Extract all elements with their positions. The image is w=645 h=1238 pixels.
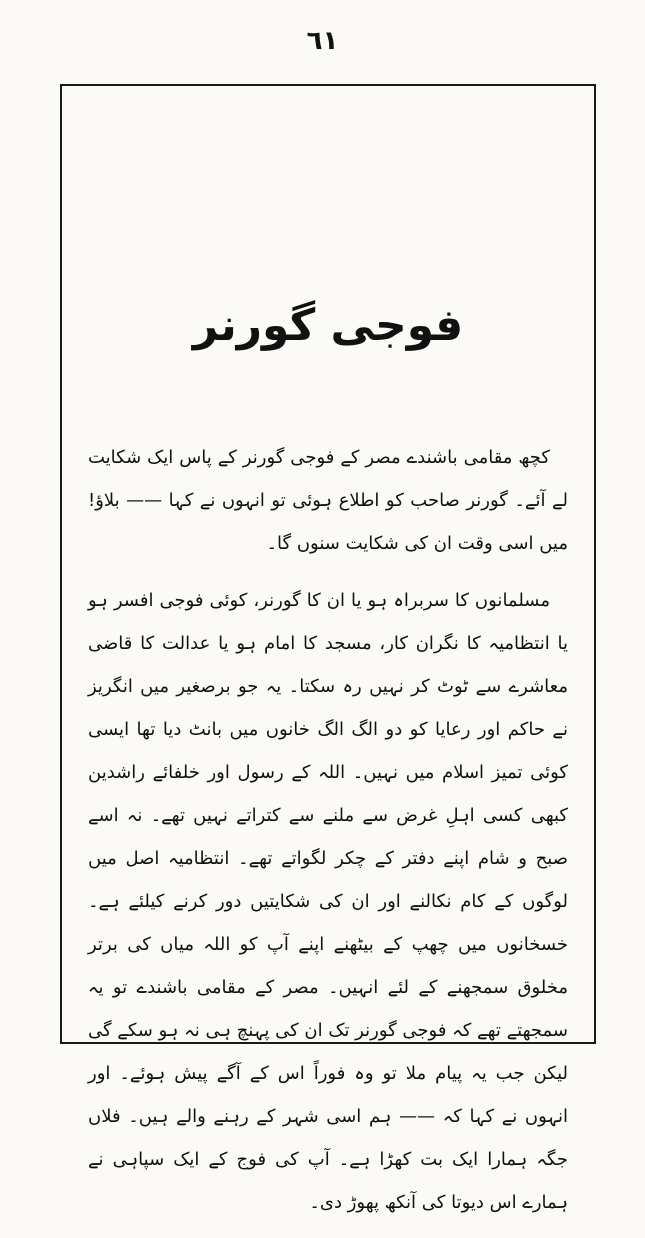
body-text xyxy=(88,436,568,1238)
chapter-title: فوجی گورنر xyxy=(192,300,464,351)
page-number: ٦١ xyxy=(306,26,339,56)
paragraph-2: مسلمانوں کا سربراہ ہو یا ان کا گورنر، کوئی فوجی افسر ہو یا انتظامیہ کا نگران کار، مسجد کا امام ہو یا عدالت کا قاضی معاشرے سے ٹوٹ کر نہیں رہ سکتا۔ یہ جو برصغیر میں انگریز نے حاکم اور رعایا کو دو الگ الگ خانوں میں بانٹ دیا تھا ایسی کوئی تمیز اسلام میں نہیں۔ اللہ کے رسول اور خلفائے راشدین کبھی کسی اہلِ غرض سے ملنے سے کتراتے نہیں تھے۔ نہ اسے صبح و شام اپنے دفتر کے چکر لگواتے تھے۔ انتظامیہ اصل میں لوگوں کے کام نکالنے اور ان کی شکایتیں دور کرنے کیلئے ہے۔ خسخانوں میں چھپ کے بیٹھنے اپنے آپ کو اللہ میاں کی برتر مخلوق سمجھنے کے لئے انہیں۔ مصر کے مقامی باشندے تو یہ سمجھتے تھے کہ فوجی گورنر تک ان کی پہنچ ہی نہ ہو سکے گی لیکن جب یہ پیام ملا تو وہ فوراً اس کے آگے پیش ہوئے۔ اور انہوں نے کہا کہ —— ہم اسی شہر کے رہنے والے ہیں۔ فلاں جگہ ہمارا ایک بت کھڑا ہے۔ آپ کی فوج کے ایک سپاہی نے ہمارے اس دیوتا کی آنکھ پھوڑ دی۔ xyxy=(88,590,568,1213)
paragraph-1: کچھ مقامی باشندے مصر کے فوجی گورنر کے پاس ایک شکایت لے آئے۔ گورنر صاحب کو اطلاع ہوئی تو انہوں نے کہا —— بلاؤ! میں اسی وقت ان کی شکایت سنوں گا۔ xyxy=(88,447,568,554)
